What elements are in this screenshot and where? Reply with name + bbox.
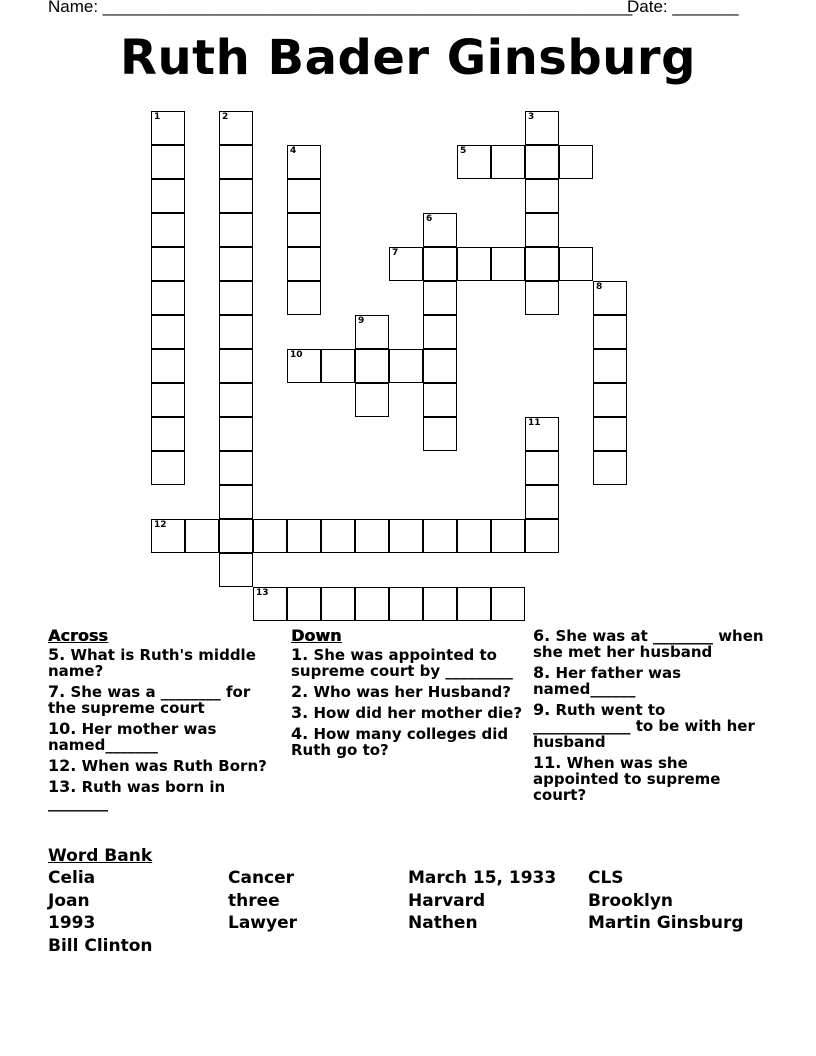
crossword-cell[interactable] [423,519,457,553]
clue-text: How many colleges did Ruth go to? [291,725,509,759]
word-bank [48,868,788,958]
crossword-cell[interactable] [525,247,559,281]
cell-number: 5 [460,146,467,156]
clue-down-11 [533,755,765,803]
crossword-cell[interactable] [423,417,457,451]
crossword-cell[interactable] [355,315,389,349]
crossword-cell[interactable] [525,519,559,553]
cell-number: 11 [528,418,541,428]
crossword-cell[interactable] [355,383,389,417]
crossword-cell[interactable] [593,383,627,417]
crossword-cell[interactable] [457,247,491,281]
clue-text: She was at ________ when she met her husband [533,627,764,661]
across-clues [48,628,280,816]
clue-number: 6. [533,626,551,645]
clue-text: Who was her Husband? [313,683,511,701]
cell-number: 1 [154,112,161,122]
clue-down-2 [291,684,523,700]
crossword-cell[interactable] [525,485,559,519]
clue-text: Her father was named______ [533,664,681,698]
clue-number: 1. [291,645,309,664]
crossword-cell[interactable] [287,145,321,179]
page-title: Ruth Bader Ginsburg [120,30,696,86]
clue-across-13 [48,779,280,811]
crossword-cell[interactable] [593,451,627,485]
crossword-cell[interactable] [219,213,253,247]
crossword-cell[interactable] [287,349,321,383]
word-bank-heading: Word Bank [48,846,153,866]
cell-number: 10 [290,350,303,360]
clue-number: 2. [291,682,309,701]
clue-across-7 [48,684,280,716]
crossword-cell[interactable] [151,111,185,145]
crossword-cell[interactable] [525,451,559,485]
word-bank-item: Martin Ginsburg [588,913,744,933]
clue-number: 13. [48,777,77,796]
cell-number: 3 [528,112,535,122]
clue-across-12 [48,758,280,774]
clue-number: 9. [533,700,551,719]
crossword-cell[interactable] [457,587,491,621]
crossword-cell[interactable] [253,587,287,621]
clue-text: When was she appointed to supreme court? [533,754,721,804]
clue-text: How did her mother die? [313,704,523,722]
clue-down-6 [533,628,765,660]
crossword-cell[interactable] [151,145,185,179]
crossword-cell[interactable] [287,519,321,553]
crossword-cell[interactable] [219,111,253,145]
crossword-cell[interactable] [287,247,321,281]
crossword-cell[interactable] [355,587,389,621]
clue-down-4 [291,726,523,758]
down-clues [291,628,523,763]
clue-across-5 [48,647,280,679]
crossword-cell[interactable] [525,111,559,145]
clue-down-9 [533,702,765,750]
clue-down-1 [291,647,523,679]
cell-number: 2 [222,112,229,122]
clue-text: She was appointed to supreme court by _________ [291,646,513,680]
across-heading: Across [48,626,108,645]
clue-down-3 [291,705,523,721]
clue-number: 12. [48,756,77,775]
cell-number: 13 [256,588,269,598]
clue-number: 8. [533,663,551,682]
crossword-cell[interactable] [219,247,253,281]
cell-number: 6 [426,214,433,224]
crossword-cell[interactable] [423,315,457,349]
crossword-cell[interactable] [389,519,423,553]
crossword-cell[interactable] [491,247,525,281]
crossword-cell[interactable] [423,213,457,247]
crossword-cell[interactable] [389,349,423,383]
cell-number: 4 [290,146,297,156]
word-bank-item: Joan [48,890,90,911]
crossword-cell[interactable] [593,315,627,349]
crossword-cell[interactable] [151,383,185,417]
crossword-cell[interactable] [525,281,559,315]
crossword-cell[interactable] [389,247,423,281]
clue-across-10 [48,721,280,753]
crossword-cell[interactable] [219,451,253,485]
crossword-cell[interactable] [287,179,321,213]
clue-text: Her mother was named_______ [48,720,217,754]
crossword-cell[interactable] [559,247,593,281]
crossword-cell[interactable] [457,519,491,553]
crossword-cell[interactable] [423,383,457,417]
word-bank-item: Nathen [408,913,478,933]
clue-number: 3. [291,703,309,722]
crossword-cell[interactable] [219,417,253,451]
clue-text: Ruth went to _____________ to be with her husband [533,701,755,751]
crossword-cell[interactable] [423,349,457,383]
crossword-cell[interactable] [559,145,593,179]
clue-text: What is Ruth's middle name? [48,646,256,680]
crossword-cell[interactable] [151,179,185,213]
crossword-cell[interactable] [253,519,287,553]
crossword-cell[interactable] [525,179,559,213]
crossword-cell[interactable] [219,485,253,519]
crossword-cell[interactable] [151,519,185,553]
crossword-cell[interactable] [151,417,185,451]
clue-down-8 [533,665,765,697]
clue-text: Ruth was born in ________ [48,778,226,812]
word-bank-item: three [228,890,280,911]
crossword-cell[interactable] [185,519,219,553]
crossword-cell[interactable] [525,417,559,451]
crossword-cell[interactable] [423,587,457,621]
crossword-cell[interactable] [219,349,253,383]
crossword-cell[interactable] [593,417,627,451]
crossword-cell[interactable] [151,349,185,383]
crossword-cell[interactable] [151,247,185,281]
crossword-cell[interactable] [491,519,525,553]
crossword-cell[interactable] [151,315,185,349]
cell-number: 8 [596,282,603,292]
clue-number: 5. [48,645,66,664]
crossword-cell[interactable] [491,587,525,621]
word-bank-item: CLS [588,868,624,888]
word-bank-item: Bill Clinton [48,935,153,956]
crossword-cell[interactable] [219,315,253,349]
crossword-cell[interactable] [593,349,627,383]
clue-text: She was a ________ for the supreme court [48,683,251,717]
crossword-cell[interactable] [389,587,423,621]
crossword-cell[interactable] [219,145,253,179]
crossword-cell[interactable] [355,349,389,383]
crossword-cell[interactable] [525,145,559,179]
cell-number: 9 [358,316,365,326]
crossword-cell[interactable] [321,587,355,621]
crossword-cell[interactable] [287,281,321,315]
crossword-cell[interactable] [423,247,457,281]
clue-text: When was Ruth Born? [81,757,267,775]
crossword-cell[interactable] [151,213,185,247]
crossword-cell[interactable] [219,281,253,315]
crossword-cell[interactable] [151,281,185,315]
word-bank-item: Harvard [408,890,486,911]
clue-number: 7. [48,682,66,701]
crossword-cell[interactable] [151,451,185,485]
word-bank-item: 1993 [48,913,96,933]
crossword-cell[interactable] [287,587,321,621]
word-bank-item: Cancer [228,868,295,888]
word-bank-item: Lawyer [228,913,298,933]
crossword-cell[interactable] [593,281,627,315]
cell-number: 12 [154,520,167,530]
word-bank-item: Celia [48,868,96,888]
word-bank-item: Brooklyn [588,890,674,911]
crossword-cell[interactable] [287,213,321,247]
crossword-cell[interactable] [219,553,253,587]
crossword-cell[interactable] [219,519,253,553]
crossword-cell[interactable] [321,519,355,553]
crossword-cell[interactable] [321,349,355,383]
down-clues-continued [533,628,765,808]
crossword-cell[interactable] [355,519,389,553]
crossword-cell[interactable] [219,383,253,417]
crossword-cell[interactable] [219,179,253,213]
crossword-cell[interactable] [423,281,457,315]
clue-number: 11. [533,753,562,772]
crossword-cell[interactable] [457,145,491,179]
down-heading: Down [291,626,342,645]
clue-number: 4. [291,724,309,743]
cell-number: 7 [392,248,399,258]
crossword-cell[interactable] [491,145,525,179]
date-field[interactable]: Date: _______ [627,0,739,16]
clue-number: 10. [48,719,77,738]
word-bank-item: March 15, 1933 [408,868,557,888]
crossword-cell[interactable] [525,213,559,247]
name-field[interactable]: Name: ________________________________________________________ [48,0,633,16]
